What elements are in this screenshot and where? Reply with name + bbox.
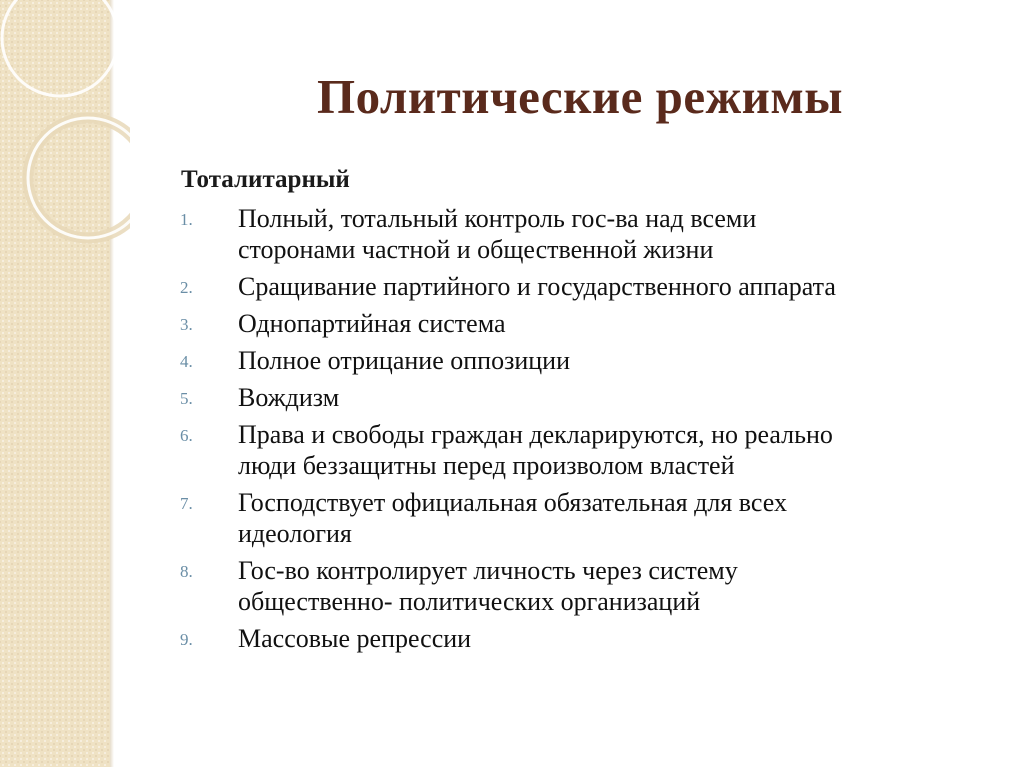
slide-title: Политические режимы: [316, 69, 844, 124]
list-item-number: 2.: [180, 278, 193, 297]
list-item-text: Гос-во контролирует личность через систему общественно- политических организаций: [238, 556, 738, 616]
list-item: [180, 308, 980, 339]
list-item: [180, 203, 980, 265]
numbered-list: [180, 203, 980, 660]
list-item-text: Права и свободы граждан декларируются, но реально люди беззащитны перед произволом властей: [238, 420, 833, 480]
decorative-ring-bottom: [28, 118, 130, 238]
list-item: [180, 419, 980, 481]
list-item-number: 8.: [180, 562, 193, 581]
list-item: [180, 345, 980, 376]
list-item-text: Сращивание партийного и государственного аппарата: [238, 272, 836, 301]
list-item-number: 5.: [180, 389, 193, 408]
decorative-rings: [0, 0, 130, 260]
list-item-text: Полный, тотальный контроль гос-ва над всеми сторонами частной и общественной жизни: [238, 204, 757, 264]
list-item-text: Однопартийная система: [238, 309, 506, 338]
list-item-number: 1.: [180, 210, 193, 229]
list-item: [180, 271, 980, 302]
list-item: [180, 382, 980, 413]
list-item-number: 3.: [180, 315, 193, 334]
list-item-text: Вождизм: [238, 383, 340, 412]
slide-subtitle: Тоталитарный: [181, 166, 350, 193]
decorative-ring-top: [2, 0, 118, 96]
list-item: [180, 555, 980, 617]
list-item: [180, 623, 980, 654]
list-item-number: 4.: [180, 352, 193, 371]
list-item: [180, 487, 980, 549]
list-item-text: Массовые репрессии: [238, 624, 472, 653]
list-item-text: Полное отрицание оппозиции: [238, 346, 571, 375]
list-item-text: Господствует официальная обязательная для всех идеология: [238, 488, 787, 548]
list-item-number: 9.: [180, 630, 193, 649]
list-item-number: 7.: [180, 494, 193, 513]
list-item-number: 6.: [180, 426, 193, 445]
